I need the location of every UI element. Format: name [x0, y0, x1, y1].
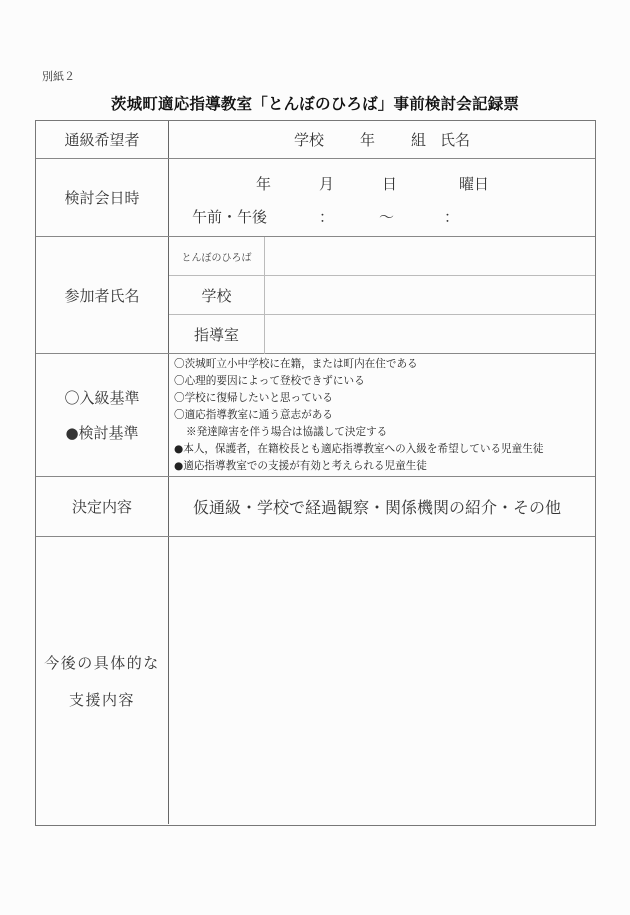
criteria-labels — [36, 354, 169, 476]
review-criteria-label: ●検討基準 — [65, 424, 139, 442]
support-plan-row — [36, 537, 595, 824]
participant-row-tonbo — [169, 237, 595, 276]
criteria-note: ※発達障害を伴う場合は協議して決定する — [186, 426, 388, 438]
participant-input-tonbo[interactable] — [265, 237, 595, 275]
participants-label: 参加者氏名 — [36, 237, 169, 353]
decision-options[interactable]: 仮通級・学校で経過観察・関係機関の紹介・その他 — [193, 498, 562, 517]
support-plan-label-line1: 今後の具体的な — [44, 653, 160, 672]
participant-row-guidance-office — [169, 315, 595, 354]
criteria-item: 〇適応指導教室に通う意志がある — [174, 409, 333, 421]
applicant-label: 通級希望者 — [36, 121, 169, 158]
year-suffix: 年 — [256, 175, 272, 193]
criteria-item: ●適応指導教室での支援が有効と考えられる児童生徒 — [174, 460, 427, 472]
participant-label-guidance-office: 指導室 — [169, 315, 265, 354]
support-plan-input[interactable] — [169, 537, 595, 824]
weekday-suffix: 曜日 — [459, 175, 490, 193]
participant-input-school[interactable] — [265, 276, 595, 314]
participant-input-guidance-office[interactable] — [265, 315, 595, 354]
support-plan-label-line2: 支援内容 — [68, 690, 135, 709]
am-pm-label: 午前・午後 — [192, 208, 268, 226]
annex-label: 別紙２ — [42, 70, 75, 83]
meeting-datetime-field[interactable] — [169, 159, 595, 236]
criteria-item: 〇学校に復帰したいと思っている — [174, 392, 333, 404]
class-suffix: 組 — [411, 131, 427, 149]
participant-row-school — [169, 276, 595, 315]
day-suffix: 日 — [382, 175, 398, 193]
document-title: 茨城町適応指導教室「とんぼのひろば」事前検討会記録票 — [110, 94, 520, 113]
name-label: 氏名 — [440, 131, 471, 149]
criteria-item: ●本人，保護者，在籍校長とも適応指導教室への入級を希望している児童生徒 — [174, 443, 544, 455]
decision-row — [36, 477, 595, 537]
start-time-colon: ： — [319, 208, 335, 226]
support-plan-label — [36, 537, 169, 824]
participants-row — [36, 237, 595, 354]
grade-suffix: 年 — [359, 131, 375, 149]
criteria-list — [169, 354, 595, 475]
criteria-item: 〇心理的要因によって登校できずにいる — [174, 375, 365, 387]
month-suffix: 月 — [319, 175, 335, 193]
record-form-table — [35, 120, 596, 826]
end-time-colon: ： — [444, 208, 460, 226]
criteria-list-cell — [169, 354, 595, 476]
participant-label-school: 学校 — [169, 276, 265, 314]
applicant-row — [36, 121, 595, 159]
enrollment-criteria-label: 〇入級基準 — [64, 389, 140, 407]
applicant-field[interactable] — [169, 121, 595, 158]
meeting-datetime-label: 検討会日時 — [36, 159, 169, 236]
participants-grid — [169, 237, 595, 353]
criteria-item: 〇茨城町立小中学校に在籍，または町内在住である — [174, 358, 418, 370]
meeting-datetime-row — [36, 159, 595, 237]
criteria-row — [36, 354, 595, 477]
school-suffix: 学校 — [293, 131, 324, 149]
time-range-tilde: 〜 — [379, 208, 395, 226]
decision-label: 決定内容 — [36, 477, 169, 536]
participant-label-tonbo: とんぼのひろば — [169, 237, 265, 275]
